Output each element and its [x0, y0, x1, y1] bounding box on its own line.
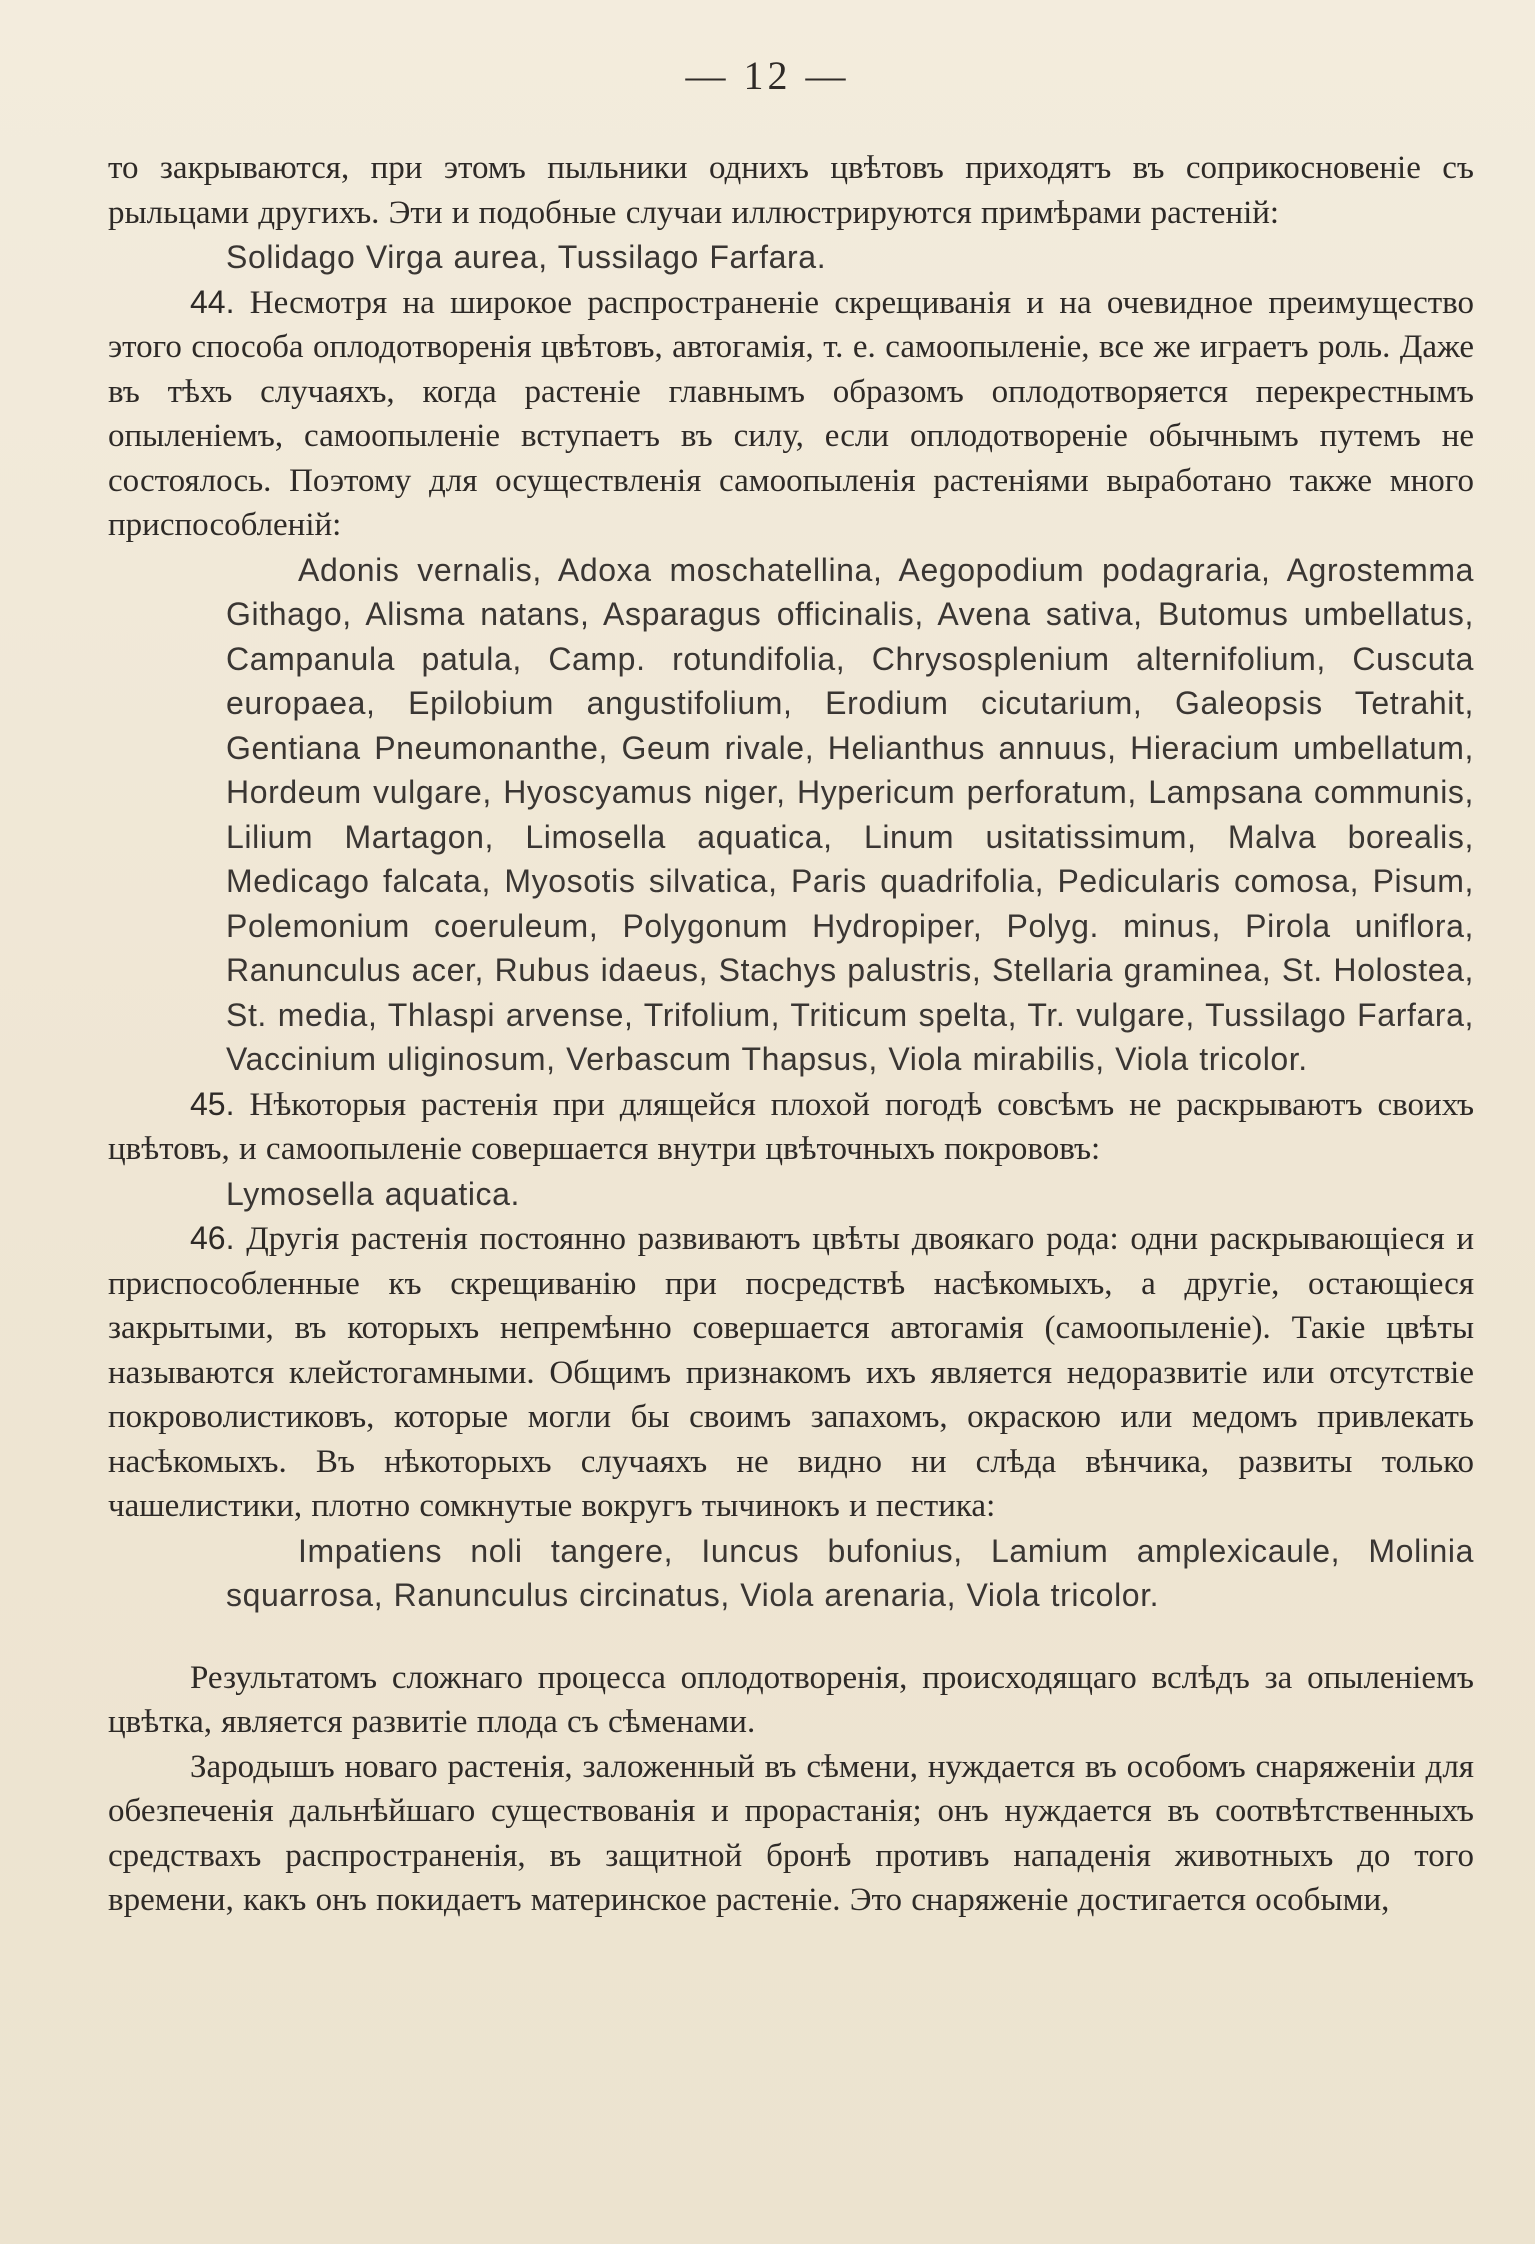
- paragraph-embryo: Зародышъ новаго растенія, заложенный въ сѣмени, нуждается въ особомъ снаряженіи для обезпеченія дальнѣйшаго существованія и прорастанія; онъ нуждается въ соотвѣтственныхъ средствахъ распространенія, въ защитной бронѣ противъ нападенія животныхъ до того времени, какъ онъ покидаетъ материнское растеніе. Это снаряженіе достигается особыми,: [108, 1748, 1474, 1918]
- section-number-44: 44.: [190, 283, 235, 320]
- page-number: — 12 —: [685, 53, 850, 98]
- paragraph-fruit: Результатомъ сложнаго процесса оплодотворенія, происходящаго вслѣдъ за опыленіемъ цвѣтка, является развитіе плода съ сѣменами.: [108, 1659, 1474, 1740]
- section-number-45: 45.: [190, 1085, 235, 1122]
- section-46: [108, 1216, 1474, 1529]
- paragraph-continuation: то закрываются, при этомъ пыльники однихъ цвѣтовъ приходятъ въ соприкосновеніе съ рыльцами другихъ. Эти и подобные случаи иллюстрируются примѣрами растеній:: [108, 150, 1474, 231]
- section-46-text: Другія растенія постоянно развиваютъ цвѣты двоякаго рода: одни раскрывающіеся и приспособленные къ скрещиванію при посредствѣ насѣкомыхъ, а другіе, остающіеся закрытыми, въ которыхъ непремѣнно совершается автогамія (самоопыленіе). Такіе цвѣты называются клейстогамными. Общимъ признакомъ ихъ является недоразвитіе или отсутствіе покроволистиковъ, которые могли бы своимъ запахомъ, окраскою или медомъ привлекать насѣкомыхъ. Въ нѣкоторыхъ случаяхъ не видно ни слѣда вѣнчика, развиты только чашелистики, плотно сомкнутые вокругъ тычинокъ и пестика:: [108, 1221, 1475, 1524]
- page-text: [108, 146, 1474, 1923]
- section-44: [108, 280, 1474, 548]
- section-45-text: Нѣкоторыя растенія при длящейся плохой погодѣ совсѣмъ не раскрываютъ своихъ цвѣтовъ, и самоопыленіе совершается внутри цвѣточныхъ покрововъ:: [108, 1086, 1475, 1167]
- section-45: [108, 1082, 1474, 1172]
- section-44-text: Несмотря на широкое распространеніе скрещиванія и на очевидное преимущество этого способа оплодотворенія цвѣтовъ, автогамія, т. е. самоопыленіе, все же играетъ роль. Даже въ тѣхъ случаяхъ, когда растеніе главнымъ образомъ оплодотворяется перекрестнымъ опыленіемъ, самоопыленіе вступаетъ въ силу, если оплодотвореніе обычнымъ путемъ не состоялось. Поэтому для осуществленія самоопыленія растеніями выработано также много приспособленій:: [108, 284, 1475, 543]
- species-list-cleistogamous: Impatiens noli tangere, Iuncus bufonius, Lamium amplexicaule, Molinia squarrosa, Ranunculus circinatus, Viola arenaria, Viola tricolor.: [226, 1532, 1474, 1613]
- species-list-solidago: Solidago Virga aurea, Tussilago Farfara.: [226, 239, 827, 275]
- species-list-self-pollination: Adonis vernalis, Adoxa moschatellina, Aegopodium podagraria, Agrostemma Githago, Alisma natans, Asparagus officinalis, Avena sativa, Butomus umbellatus, Campanula patula, Camp. rotundifolia, Chrysosplenium alternifolium, Cuscuta europaea, Epilobium angustifolium, Erodium cicutarium, Galeopsis Tetrahit, Gentiana Pneumonanthe, Geum rivale, Helianthus annuus, Hieracium umbellatum, Hordeum vulgare, Hyoscyamus niger, Hypericum perforatum, Lampsana communis, Lilium Martagon, Limosella aquatica, Linum usitatissimum, Malva borealis, Medicago falcata, Myosotis silvatica, Paris quadrifolia, Pedicularis comosa, Pisum, Polemonium coeruleum, Polygonum Hydropiper, Polyg. minus, Pirola uniflora, Ranunculus acer, Rubus idaeus, Stachys palustris, Stellaria graminea, St. Holostea, St. media, Thlaspi arvense, Trifolium, Triticum spelta, Tr. vulgare, Tussilago Farfara, Vaccinium uliginosum, Verbascum Thapsus, Viola mirabilis, Viola tricolor.: [226, 551, 1474, 1077]
- species-list-lymosella: Lymosella aquatica.: [226, 1175, 521, 1212]
- section-number-46: 46.: [190, 1220, 235, 1256]
